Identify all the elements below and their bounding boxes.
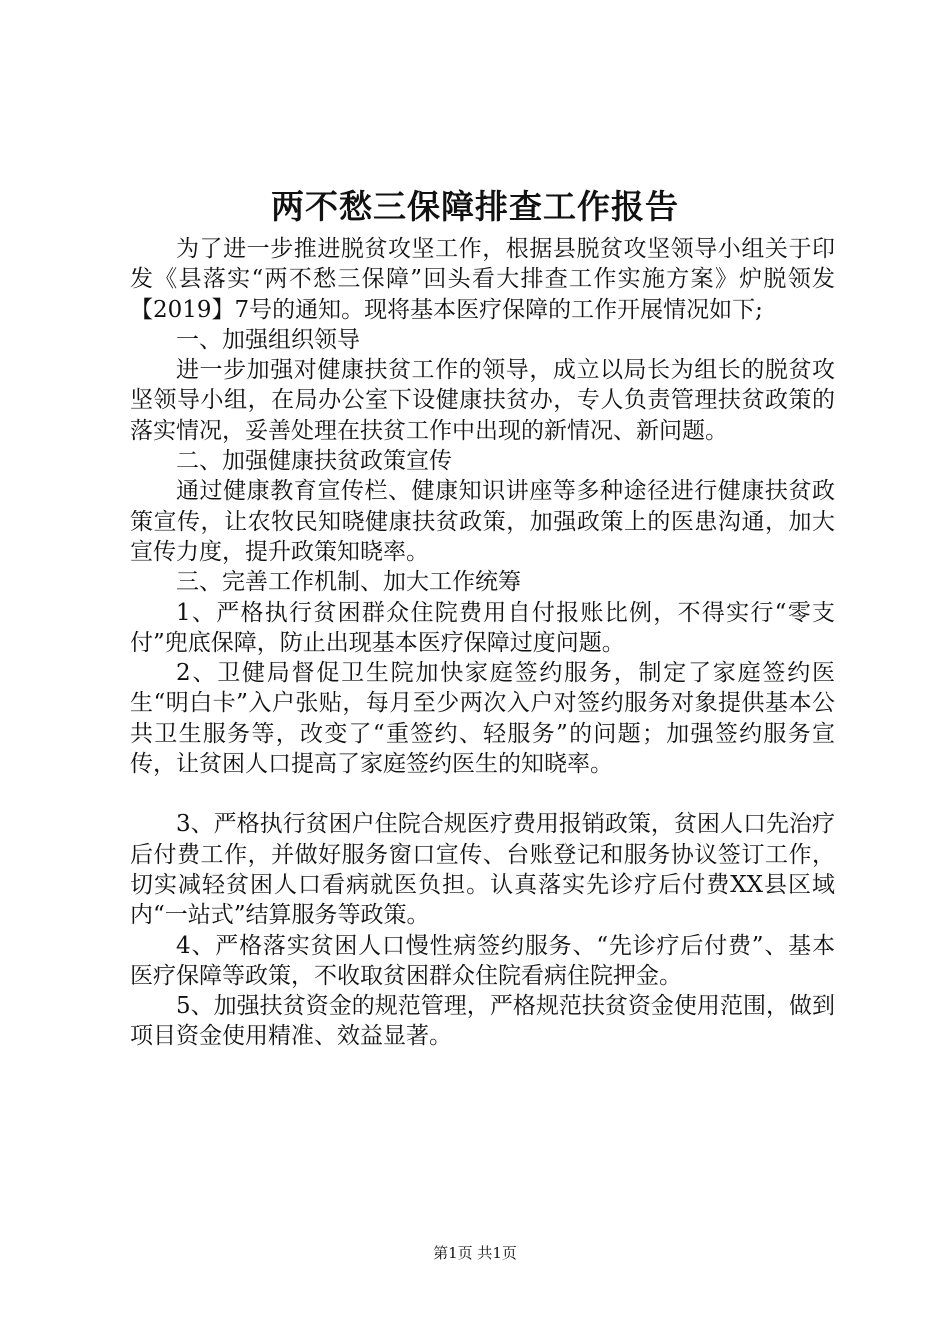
heading-section-1: 一、加强组织领导	[176, 326, 360, 353]
document-title: 两不愁三保障排查工作报告	[271, 187, 679, 226]
paragraph-item-4: 4、严格落实贫困人口慢性病签约服务、“先诊疗后付费”、基本医疗保障等政策，不收取贫困群众住院看病住院押金。	[130, 932, 835, 989]
paragraph-section-2: 通过健康教育宣传栏、健康知识讲座等多种途径进行健康扶贫政策宣传，让农牧民知晓健康扶贫政策，加强政策上的医患沟通，加大宣传力度，提升政策知晓率。	[130, 478, 835, 565]
paragraph-item-5: 5、加强扶贫资金的规范管理，严格规范扶贫资金使用范围，做到项目资金使用精准、效益显著。	[130, 993, 835, 1050]
paragraph-item-2: 2、卫健局督促卫生院加快家庭签约服务，制定了家庭签约医生“明白卡”入户张贴，每月至少两次入户对签约服务对象提供基本公共卫生服务等，改变了“重签约、轻服务”的问题；加强签约服务宣传，让贫困人口提高了家庭签约医生的知晓率。	[130, 660, 835, 778]
document-body	[130, 234, 835, 1052]
heading-section-2: 二、加强健康扶贫政策宣传	[176, 448, 452, 475]
paragraph-item-3: 3、严格执行贫困户住院合规医疗费用报销政策，贫困人口先治疗后付费工作，并做好服务窗口宣传、台账登记和服务协议签订工作，切实减轻贫困人口看病就医负担。认真落实先诊疗后付费XX县区域内“一站式”结算服务等政策。	[130, 811, 835, 929]
paragraph-item-1: 1、严格执行贫困群众住院费用自付报账比例，不得实行“零支付”兜底保障，防止出现基本医疗保障过度问题。	[130, 599, 835, 656]
paragraph-intro: 为了进一步推进脱贫攻坚工作，根据县脱贫攻坚领导小组关于印发《县落实“两不愁三保障”回头看大排查工作实施方案》炉脱领发【2019】7号的通知。现将基本医疗保障的工作开展情况如下;	[130, 236, 835, 323]
paragraph-section-1: 进一步加强对健康扶贫工作的领导，成立以局长为组长的脱贫攻坚领导小组，在局办公室下设健康扶贫办，专人负责管理扶贫政策的落实情况，妥善处理在扶贫工作中出现的新情况、新问题。	[130, 357, 835, 444]
heading-section-3: 三、完善工作机制、加大工作统筹	[176, 569, 521, 596]
page-footer: 第1页 共1页	[433, 1244, 517, 1262]
